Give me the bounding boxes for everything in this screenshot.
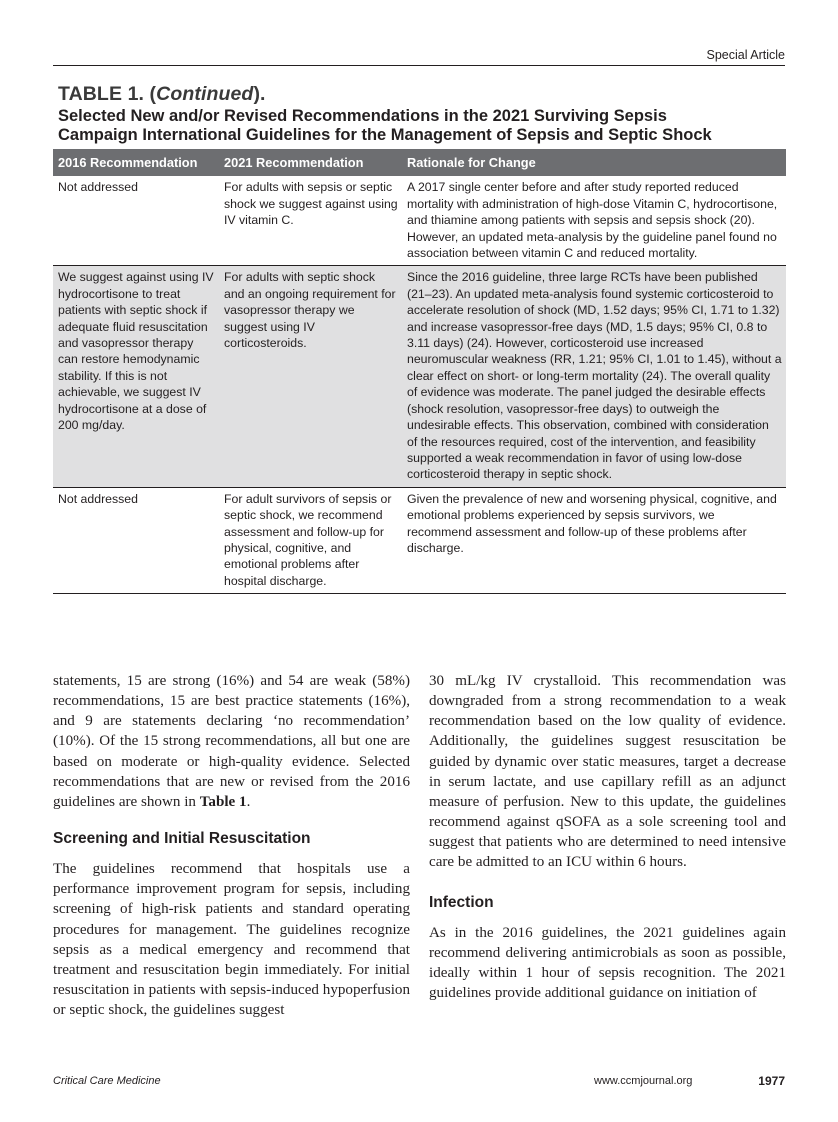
table-title-main: TABLE 1. ( <box>58 83 157 105</box>
paragraph-text-end: . <box>246 793 251 810</box>
recommendations-table <box>53 149 786 594</box>
column-header-rationale: Rationale for Change <box>402 149 786 176</box>
table-row <box>53 487 786 593</box>
cell-2016-recommendation: We suggest against using IV hydrocortisone to treat patients with septic shock if adequate fluid resuscitation and vasopressor therapy can restore hemodynamic stability. If this is not achievable, we suggest IV hydrocortisone at a dose of 200 mg/day. <box>53 266 219 487</box>
table-title <box>58 83 788 106</box>
table-header-row <box>53 149 786 176</box>
table-row <box>53 266 786 487</box>
journal-url[interactable]: www.ccmjournal.org <box>594 1075 693 1087</box>
table-subtitle-line-1: Selected New and/or Revised Recommendations in the 2021 Surviving Sepsis <box>58 107 667 125</box>
table-subtitle <box>58 107 788 145</box>
cell-rationale: Since the 2016 guideline, three large RCTs have been published (21–23). An updated meta-analysis found systemic corticosteroid to accelerate resolution of shock (MD, 1.52 days; 95% CI, 1.71 to 1.32) and increase vasopressor-free days (MD, 1.5 days; 95% CI, 0.8 to 3.11 days) (24). However, corticosteroid use increased neuromuscular weakness (RR, 1.21; 95% CI, 1.01 to 1.45), without a clear effect on short- or long-term mortality (24). The overall quality of evidence was moderate. The panel judged the desirable effects (shock resolution, vasopressor-free days) to outweigh the undesirable effects. This observation, combined with consideration of the resources required, cost of the intervention, and feasibility supported a weak recommendation in favor of using low-dose corticosteroid therapy in septic shock. <box>402 266 786 487</box>
body-paragraph: 30 mL/kg IV crystalloid. This recommendation was downgraded from a strong recommendation to a weak recommendation based on the low quality of evidence. Additionally, the guidelines suggest resuscitation be guided by dynamic over static measures, target a decrease in serum lactate, and use capillary refill as an adjunct measure of perfusion. New to this update, the guidelines recommend against qSOFA as a sole screening tool and suggest that patients who are determined to need intensive care be admitted to an ICU within 6 hours. <box>429 673 786 871</box>
column-header-2021: 2021 Recommendation <box>219 149 402 176</box>
section-heading-screening: Screening and Initial Resuscitation <box>53 830 311 848</box>
cell-2016-recommendation: Not addressed <box>53 176 219 266</box>
page-number: 1977 <box>758 1074 785 1088</box>
section-heading-infection: Infection <box>429 893 494 911</box>
page-footer <box>53 1073 785 1089</box>
journal-name: Critical Care Medicine <box>53 1075 161 1087</box>
table-title-continued: Continued <box>156 83 254 105</box>
body-column-left <box>53 671 410 1020</box>
body-paragraph: As in the 2016 guidelines, the 2021 guidelines again recommend delivering antimicrobials as soon as possible, ideally within 1 hour of sepsis recognition. The 2021 guidelines provide additional guidance on initiation of <box>429 924 786 1002</box>
paragraph-text: statements, 15 are strong (16%) and 54 are weak (58%) recommendations, 15 are best practice statements (16%), and 9 are statements declaring ‘no recommendation’ (10%). Of the 15 strong recommendations, all but one are based on moderate or high-quality evidence. Selected recommendations that are new or revised from the 2016 guidelines are shown in <box>53 673 410 810</box>
body-paragraph: The guidelines recommend that hospitals use a performance improvement program for sepsis, including screening of high-risk patients and standard operating procedures for management. The guidelines recognize sepsis as a medical emergency and recommend that treatment and resuscitation begin immediately. For initial resuscitation in patients with sepsis-induced hypoperfusion or septic shock, the guidelines suggest <box>53 861 410 1019</box>
section-label: Special Article <box>706 48 785 62</box>
running-head <box>53 47 785 66</box>
cell-rationale: A 2017 single center before and after study reported reduced mortality with administration of high-dose Vitamin C, hydrocortisone, and thiamine among patients with sepsis and sepsis shock (20). However, an updated meta-analysis by the guideline panel found no association between vitamin C and reduced mortality. <box>402 176 786 266</box>
table-title-end: ). <box>253 83 266 105</box>
body-column-right <box>429 671 786 1003</box>
cell-2021-recommendation: For adults with sepsis or septic shock we suggest against using IV vitamin C. <box>219 176 402 266</box>
cell-2021-recommendation: For adult survivors of sepsis or septic shock, we recommend assessment and follow-up for physical, cognitive, and emotional problems after hospital discharge. <box>219 487 402 593</box>
table-reference-link[interactable]: Table 1 <box>199 793 247 810</box>
cell-rationale: Given the prevalence of new and worsening physical, cognitive, and emotional problems experienced by sepsis survivors, we recommend assessment and follow-up of these problems after discharge. <box>402 487 786 593</box>
body-paragraph <box>53 671 410 812</box>
cell-2016-recommendation: Not addressed <box>53 487 219 593</box>
table-row <box>53 176 786 266</box>
column-header-2016: 2016 Recommendation <box>53 149 219 176</box>
table-subtitle-line-2: Campaign International Guidelines for the Management of Sepsis and Septic Shock <box>58 126 712 144</box>
cell-2021-recommendation: For adults with septic shock and an ongoing requirement for vasopressor therapy we suggest using IV corticosteroids. <box>219 266 402 487</box>
